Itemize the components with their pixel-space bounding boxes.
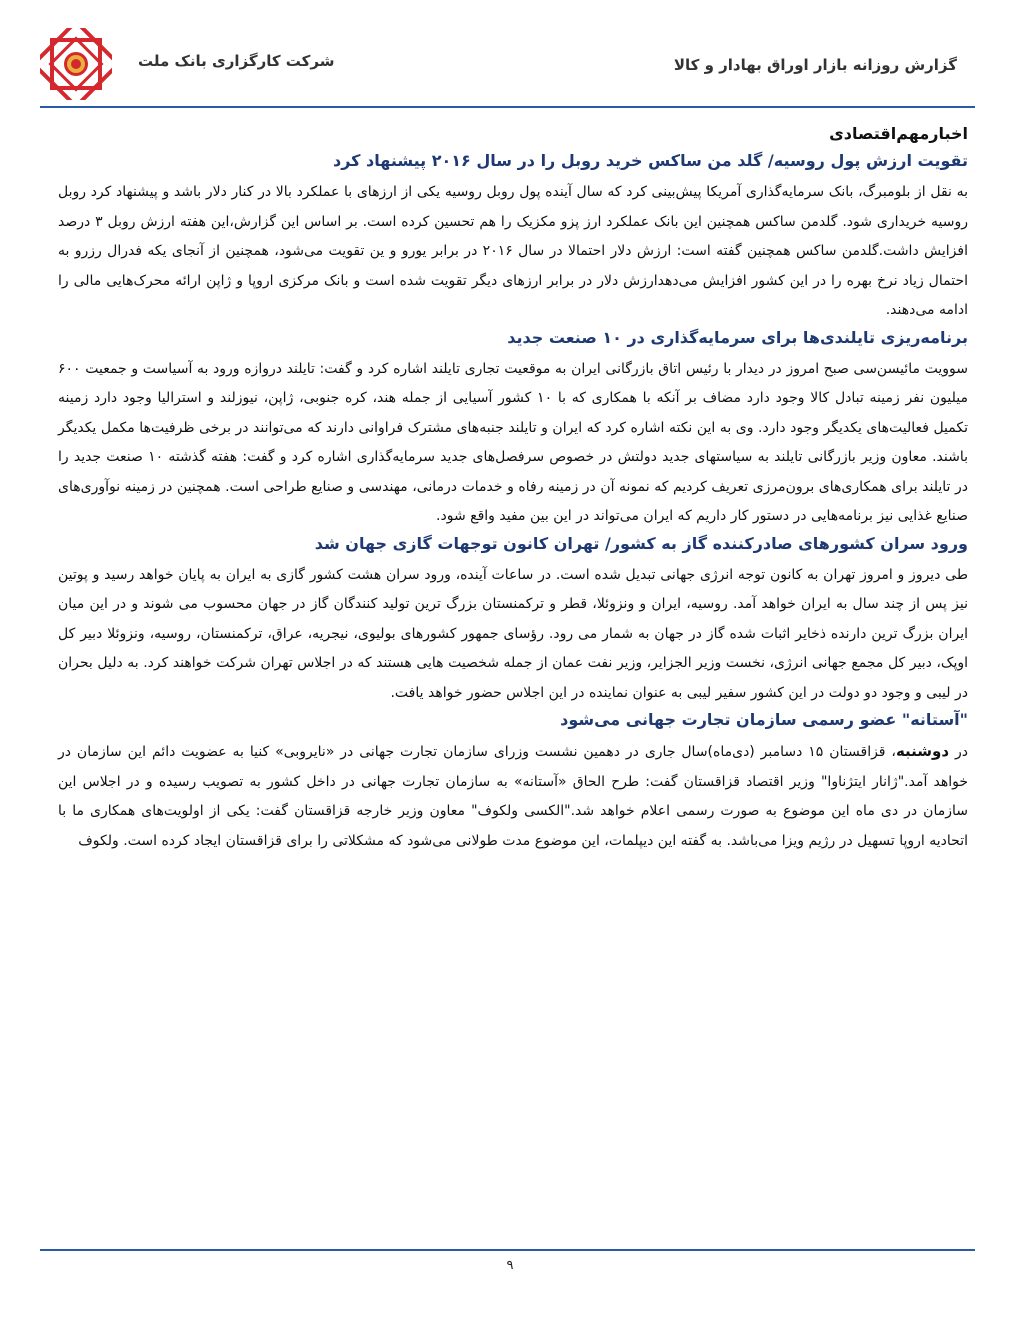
article-body: سوویت مائیسن‌سی صبح امروز در دیدار با رئیس اتاق بازرگانی ایران به موقعیت تجاری تایلند اشاره کرد و گفت: تایلند دروازه ورود به آسیاست و جمعیت ۶۰۰ میلیون نفر زمینه تبادل کالا وجود دارد مضاف بر آنکه با همکاری که با ۱۰ کشور آسیایی از جمله هند، کره جنوبی، ژاپن، نیوزلند و استرالیا وجود دارد زمینه تکمیل فعالیت‌های یکدیگر وجود دارد. وی به این نکته اشاره کرد که ایران و تایلند جنبه‌های مشترک فراوانی دارند که می‌توانند در برخی ظرفیت‌ها مکمل یکدیگر باشند. معاون وزیر بازرگانی تایلند به سیاستهای جدید دولتش در خصوص سرفصل‌های جدید سرمایه‌گذاری اشاره کرد و گفت: هفته گذشته ۱۰ صنعت جدید را در تایلند برای همکاری‌های برون‌مرزی تعریف کردیم که نمونه آن در زمینه رفاه و خدمات درمانی، مهندسی و صنایع طراحی است. همچنین در زمینه نوآوری‌های صنایع غذایی نیز برنامه‌هایی در دستور کار داریم که ایران می‌تواند در این بین مفید واقع شود. <box>58 360 968 524</box>
bank-mellat-logo-icon <box>40 28 112 100</box>
page-header <box>40 28 975 108</box>
lead-word: دوشنبه <box>895 742 950 760</box>
article-headline: تقویت ارزش پول روسیه/ گلد من ساکس خرید روبل را در سال ۲۰۱۶ پیشنهاد کرد <box>333 151 968 170</box>
article-body: به نقل از بلومبرگ، بانک سرمایه‌گذاری آمریکا پیش‌بینی کرد که سال آینده پول روبل روسیه یکی از ارزهای با عملکرد بالا در کنار دلار باشد و پیشنهاد کرد روبل روسیه خریداری شود. گلدمن ساکس همچنین این بانک عملکرد ارز پزو مکزیک را هم تحسین کرده است. بر اساس این گزارش،این هفته ارزش روبل ۳ درصد افزایش داشت.گلدمن ساکس همچنین گفته است: ارزش دلار احتمالا در سال ۲۰۱۶ در برابر یورو و ین تقویت می‌شود، همچنین از آنجای یکه فدرال رزرو به احتمال زیاد نرخ بهره را در این کشور افزایش می‌دهدارزش دلار در برابر ارزهای دیگر تقویت شده است و بانک مرکزی اروپا و ژاپن ارائه محرک‌هایی مالی را ادامه می‌دهند. <box>58 184 968 318</box>
article-body: طی دیروز و امروز تهران به کانون توجه انرژی جهانی تبدیل شده است. در ساعات آینده، ورود سران هشت کشور گازی به ایران به پایان خواهد رسید و پوتین نیز پس از چند سال به ایران خواهد آمد. روسیه، ایران و ونزوئلا، قطر و ترکمنستان بزرگ ترین تولید کنندگان گاز در جهان محسوب می شوند و در این میان ایران بزرگ ترین دارنده ذخایر اثبات شده گاز در جهان به شمار می رود. رؤسای جمهور کشورهای بولیوی، نیجریه، عراق، ترکمنستان، روسیه، ونزوئلا دبیر کل اوپک، دبیر کل مجمع جهانی انرژی، نخست وزیر الجزایر، وزیر نفت عمان از جمله شخصیت هایی هستند که در اجلاس تهران شرکت خواهند کرد. به دلیل بحران در لیبی و وجود دو دولت در این کشور سفیر لیبی به عنوان نماینده در این اجلاس حضور خواهد یافت. <box>58 566 968 701</box>
section-label: اخبارمهم‌اقتصادی <box>829 124 968 143</box>
report-title: گزارش روزانه بازار اوراق بهادار و کالا <box>673 56 957 74</box>
article-headline: برنامه‌ریزی تایلندی‌ها برای سرمایه‌گذاری در ۱۰ صنعت جدید <box>507 327 968 347</box>
article-body <box>58 737 968 856</box>
article-headline: ورود سران کشورهای صادرکننده گاز به کشور/ تهران کانون توجهات گازی جهان شد <box>314 533 968 553</box>
footer-divider <box>40 1249 975 1251</box>
article-headline: "آستانه" عضو رسمی سازمان تجارت جهانی می‌شود <box>560 710 968 729</box>
brand-name: شرکت کارگزاری بانک ملت <box>138 52 335 70</box>
page-content <box>58 118 968 858</box>
article-body-text: ، قزاقستان ۱۵ دسامبر (دی‌ماه)سال جاری در دهمین نشست وزرای سازمان تجارت جهانی در «نایروبی» کنیا به عضویت دائم این سازمان در خواهد آمد."ژانار ایتژناوا" وزیر اقتصاد قزاقستان گفت: طرح الحاق «آستانه» به سازمان تجارت جهانی در داخل کشور به تصویب رسیده و در اجلاس این سازمان در دی ماه این موضوع به صورت رسمی اعلام خواهد شد."الکسی ولکوف" معاون وزیر خارجه قزاقستان گفت: یکی از اولویت‌های همکاری ما با اتحادیه اروپا تسهیل در رژیم ویزا می‌باشد. به گفته این دیپلمات، این موضوع مدت طولانی می‌شود که مشکلاتی را برای قزاقستان ایجاد کرده است. ولکوف <box>58 744 968 849</box>
page-number: ۹ <box>506 1258 514 1273</box>
lead-prefix: در <box>949 744 968 760</box>
